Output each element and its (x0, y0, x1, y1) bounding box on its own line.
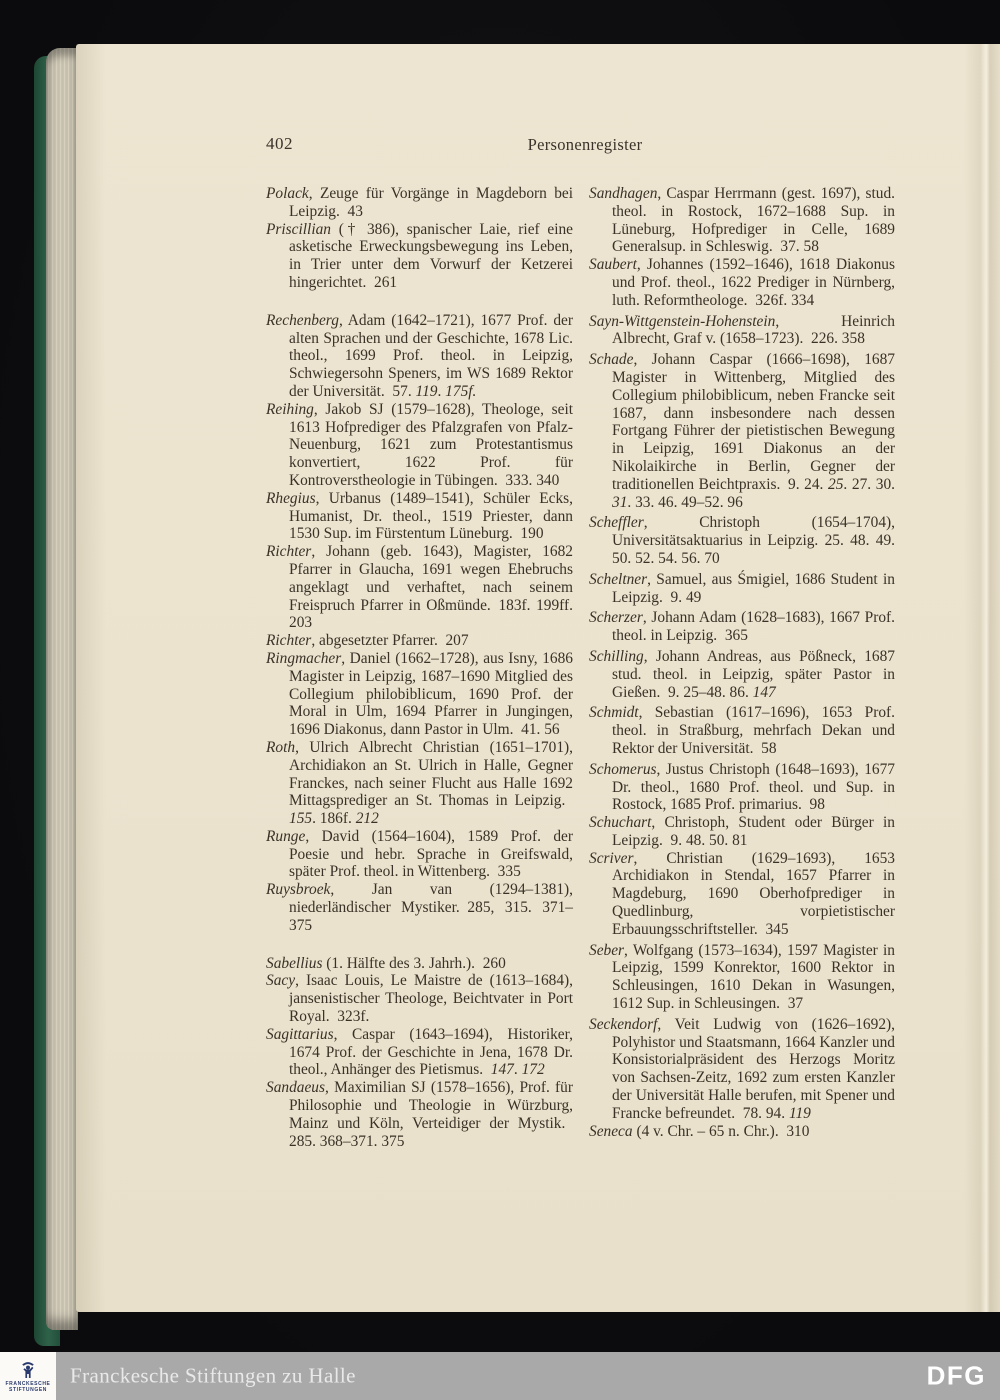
register-column-right (589, 185, 895, 1140)
register-entry: Schade, Johann Caspar (1666–1698), 1687 Magister in Wittenberg, Mitglied des Collegium philobiblicum, neben Francke seit 1687, dann insbesondere nach dessen Fortgang Führer der pietistischen Bewegung in Leipzig, 1691 Diakonus an der Nikolaikirche in Berlin, Gegner der traditionellen Beichtpraxis. 9. 24. 25. 27. 30. 31. 33. 46. 49–52. 96 (589, 351, 895, 511)
register-entry: Roth, Ulrich Albrecht Christian (1651–1701), Archidiakon an St. Ulrich in Halle, Gegner Franckes, nach seiner Flucht aus Halle 1692 Mittagsprediger an St. Thomas in Leipzig. 155. 186f. 212 (266, 738, 573, 828)
register-entry: Sabellius (1. Hälfte des 3. Jahrh.). 260 (266, 954, 506, 972)
register-entry: Reihing, Jakob SJ (1579–1628), Theologe, seit 1613 Hofprediger des Pfalzgrafen von Pfalz-Neuenburg, 1621 zum Protestantismus konvertiert, 1622 Prof. für Kontroverstheologie in Tübingen. 333. 340 (266, 400, 573, 489)
register-entry: Ruysbroek, Jan van (1294–1381), niederländischer Mystiker. 285, 315. 371–375 (266, 881, 573, 934)
register-entry: Runge, David (1564–1604), 1589 Prof. der Poesie und hebr. Sprache in Greifswald, später Prof. theol. in Wittenberg. 335 (266, 827, 573, 881)
register-entry: Richter, abgesetzter Pfarrer. 207 (266, 632, 469, 650)
register-entry: Sayn-Wittgenstein-Hohenstein, Heinrich Albrecht, Graf v. (1658–1723). 226. 358 (589, 312, 895, 348)
page-header (76, 134, 1000, 158)
page-gutter-shadow (964, 44, 1000, 1312)
register-entry: Priscillian († 386), spanischer Laie, rief eine asketische Erweckungsbewegung ins Leben, in Trier unter dem Vorwurf der Ketzerei hingerichtet. 261 (266, 220, 573, 291)
register-entry: Saubert, Johannes (1592–1646), 1618 Diakonus und Prof. theol., 1622 Prediger in Nürnberg, luth. Reformtheologe. 326f. 334 (589, 256, 895, 309)
page-number: 402 (266, 134, 293, 153)
footer-institution: Franckesche Stiftungen zu Halle (70, 1363, 356, 1388)
register-entry: Sandhagen, Caspar Herrmann (gest. 1697), stud. theol. in Rostock, 1672–1688 Sup. in Lüneburg, Hofprediger in Celle, 1689 Generalsup. in Schleswig. 37. 58 (589, 185, 895, 256)
footer-bar (0, 1352, 1000, 1400)
register-entry: Scheffler, Christoph (1654–1704), Universitätsaktuarius in Leipzig. 25. 48. 49. 50. 52. 54. 56. 70 (589, 514, 895, 567)
register-entry: Richter, Johann (geb. 1643), Magister, 1682 Pfarrer in Glaucha, 1691 wegen Ehebruchs angeklagt und verhaftet, nach seinem Freispruch Pfarrer in Oßmünde. 183f. 199ff. 203 (266, 543, 573, 632)
page-title: Personenregister (527, 135, 643, 154)
register-entry: Seber, Wolfgang (1573–1634), 1597 Magister in Leipzig, 1599 Konrektor, 1600 Rektor in Schleusingen, 1610 Dekan in Wasungen, 1612 Sup. in Schleusingen. 37 (589, 941, 895, 1013)
book-page (76, 44, 1000, 1312)
register-entry: Scriver, Christian (1629–1693), 1653 Archidiakon in Stendal, 1657 Pfarrer in Magdeburg, 1690 Oberhofprediger in Quedlinburg, vorpietistischer Erbauungsschriftsteller. 345 (589, 849, 895, 938)
register-entry: Rechenberg, Adam (1642–1721), 1677 Prof. der alten Sprachen und der Geschichte, 1678 Lic. theol., 1699 Prof. theol. in Leipzig, Schwiegersohn Speners, im WS 1689 Rektor der Universität. 57. 119. 175f. (266, 311, 573, 400)
register-entry: Sandaeus, Maximilian SJ (1578–1656), Prof. für Philosophie und Theologie in Würzburg, Mainz und Köln, Verteidiger der Mystik. 285. 368–371. 375 (266, 1079, 573, 1150)
register-entry: Schomerus, Justus Christoph (1648–1693), 1677 Dr. theol., 1680 Prof. theol. und Sup. in Rostock, 1685 Prof. primarius. 98 (589, 760, 895, 814)
register-entry: Schmidt, Sebastian (1617–1696), 1653 Prof. theol. in Straßburg, mehrfach Dekan und Rektor der Universität. 58 (589, 704, 895, 757)
register-entry: Ringmacher, Daniel (1662–1728), aus Isny, 1686 Magister in Leipzig, 1687–1690 Mitglied des Collegium philobiblicum, 1690 Prof. der Moral in Ulm, 1694 Pfarrer in Jungingen, 1696 Diakonus, dann Pastor in Ulm. 41. 56 (266, 649, 573, 739)
dfg-logo: DFG (926, 1360, 986, 1391)
register-entry: Polack, Zeuge für Vorgänge in Magdeborn bei Leipzig. 43 (266, 185, 573, 220)
register-entry: Rhegius, Urbanus (1489–1541), Schüler Ecks, Humanist, Dr. theol., 1519 Priester, dann 1530 Sup. im Fürstentum Lüneburg. 190 (266, 489, 573, 543)
logo-caption-line1: FRANCKESCHE (5, 1381, 51, 1387)
book-page-edges (46, 48, 78, 1330)
register-entry: Seneca (4 v. Chr. – 65 n. Chr.). 310 (589, 1122, 810, 1140)
franckesche-stiftungen-logo (0, 1352, 56, 1400)
register-entry: Schilling, Johann Andreas, aus Pößneck, 1687 stud. theol. in Leipzig, später Pastor in Gießen. 9. 25–48. 86. 147 (589, 647, 895, 701)
register-entry: Sagittarius, Caspar (1643–1694), Historiker, 1674 Prof. der Geschichte in Jena, 1678 Dr. theol., Anhänger des Pietismus. 147. 172 (266, 1025, 573, 1079)
register-entry: Schuchart, Christoph, Student oder Bürger in Leipzig. 9. 48. 50. 81 (589, 814, 895, 849)
logo-caption (6, 1381, 51, 1393)
register-entry: Sacy, Isaac Louis, Le Maistre de (1613–1684), jansenistischer Theologe, Beichtvater in Port Royal. 323f. (266, 972, 573, 1026)
register-entry: Scherzer, Johann Adam (1628–1683), 1667 Prof. theol. in Leipzig. 365 (589, 609, 895, 645)
register-column-left (266, 185, 573, 1150)
logo-caption-line2: STIFTUNGEN (9, 1387, 47, 1393)
register-entry: Scheltner, Samuel, aus Śmigiel, 1686 Student in Leipzig. 9. 49 (589, 570, 895, 606)
register-entry: Seckendorf, Veit Ludwig von (1626–1692), Polyhistor und Staatsmann, 1664 Kanzler und Konsistorialpräsident des Herzogs Moritz von Sachsen-Zeitz, 1692 zum ersten Kanzler der Universität Halle berufen, mit Spener und Francke befreundet. 78. 94. 119 (589, 1015, 895, 1122)
franckesche-stiftungen-icon (17, 1359, 39, 1379)
